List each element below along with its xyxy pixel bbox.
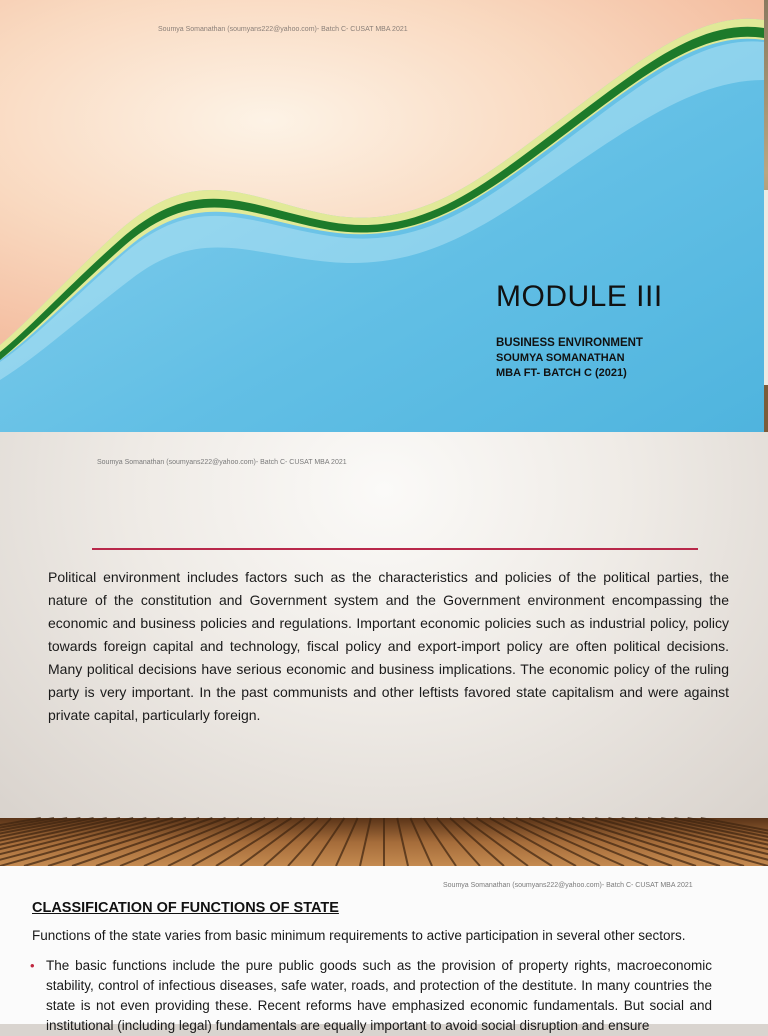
body-paragraph: Political environment includes factors such as the characteristics and policies of the political parties, the nature of the constitution and Government system and the Government environment encompassing the economic and business policies and regulations. Important economic policies such as industrial policy, policy towards foreign capital and technology, fiscal policy and export-import policy are often political decisions. Many political decisions have serious economic and business implications. The economic policy of the ruling party is very important. In the past communists and other leftists favored state capitalism and were against private capital, particularly foreign. [48,569,729,723]
slide-credit: Soumya Somanathan (soumyans222@yahoo.com)- Batch C- CUSAT MBA 2021 [97,459,347,466]
slide-credit: Soumya Somanathan (soumyans222@yahoo.com)- Batch C- CUSAT MBA 2021 [158,26,408,33]
title-divider [92,548,698,550]
author-name: SOUMYA SOMANATHAN [496,352,625,364]
functions-of-state-slide [0,866,768,1033]
political-environment-slide [0,432,768,818]
intro-text: Functions of the state varies from basic minimum requirements to active participation in several other sectors. [32,928,686,943]
wood-floor-strip [0,818,768,866]
batch-label: MBA FT- BATCH C (2021) [496,367,627,379]
bullet-icon: • [30,958,35,973]
section-heading: CLASSIFICATION OF FUNCTIONS OF STATE [32,900,339,916]
module-subtitle: BUSINESS ENVIRONMENT [496,337,643,349]
slide-credit: Soumya Somanathan (soumyans222@yahoo.com)- Batch C- CUSAT MBA 2021 [443,882,693,889]
title-slide [0,0,764,432]
wave-background [0,0,764,432]
module-title: MODULE III [496,280,663,313]
bullet-text: The basic functions include the pure public goods such as the provision of property rights, macroeconomic stability, control of infectious diseases, safe water, roads, and protection of the destitute. In many countries the state is not even providing these. Recent reforms have emphasized economic fundamentals. But social and institutional (including legal) fundamentals are equally important to avoid social disruption and ensure [46,958,712,1033]
wood-planks [0,818,768,866]
page-edge [764,190,768,385]
